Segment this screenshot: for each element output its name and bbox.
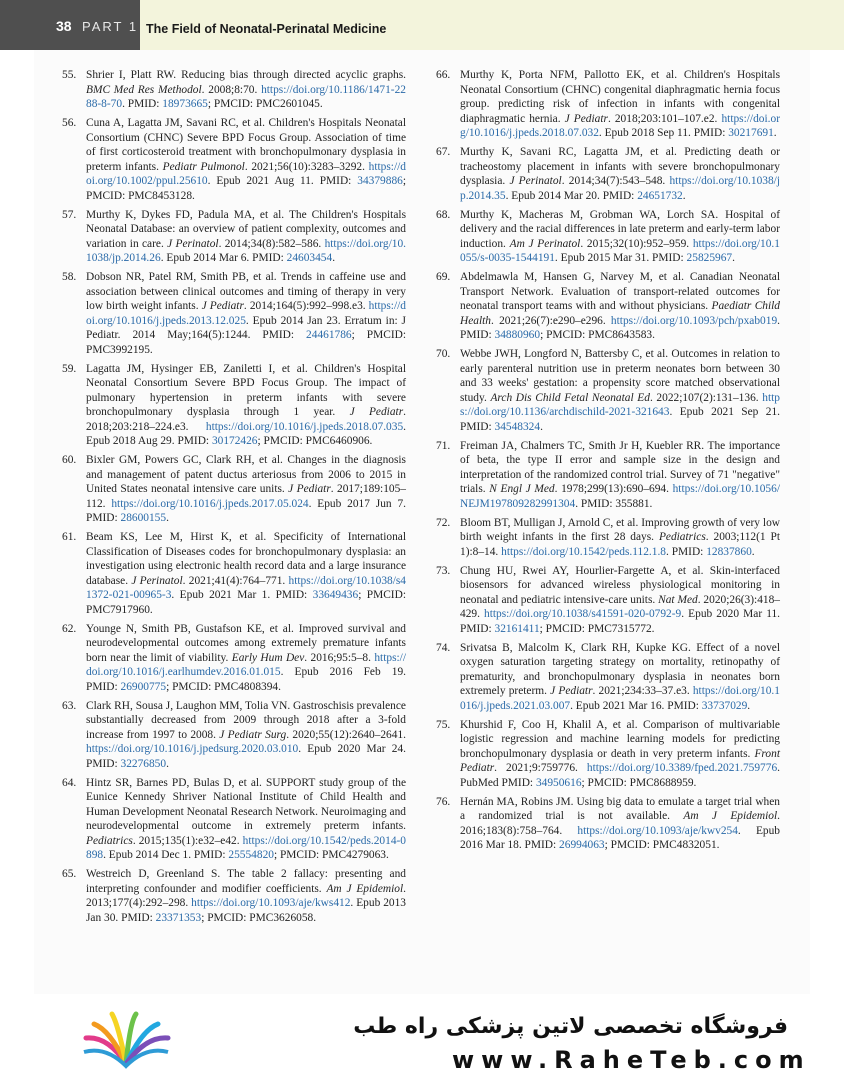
reference-text: ; PMCID: PMC4808394. — [166, 680, 281, 693]
reference-number: 69. — [436, 271, 451, 283]
reference-text: . 2021;56(10):3283–3292. — [244, 160, 369, 173]
reference-text: Khurshid F, Coo H, Khalil A, et al. Comparison of multivariable logistic regression and machine learning models for predicting bronchopulmonary dysplasia or death in very preterm infants. — [460, 718, 780, 760]
reference-link[interactable]: 24461786 — [306, 329, 352, 341]
reference-text: . Epub 2014 Mar 6. PMID: — [160, 252, 287, 264]
reference-link[interactable]: https://doi.org/10.1136/archdischild-2021-321643 — [460, 391, 780, 418]
references-right-column — [436, 68, 780, 857]
reference-text: Shrier I, Platt RW. Reducing bias through directed acyclic graphs. — [86, 69, 406, 81]
reference-link[interactable]: 26900775 — [120, 680, 167, 693]
reference-text: ; PMCID: PMC4279063. — [273, 849, 389, 861]
reference-link[interactable]: https://doi.org/10.1038/jp.2014.26 — [86, 237, 406, 264]
reference-link[interactable]: 25825967 — [686, 252, 733, 264]
reference-text: . Epub 2021 Aug 11. PMID: — [207, 175, 358, 187]
reference-text: ; PMCID: PMC8643583. — [540, 329, 655, 341]
reference-link[interactable]: 28600155 — [120, 512, 167, 524]
journal-name: Am J Epidemiol — [326, 882, 404, 895]
reference-text: . 2020;26(3):418–429. — [460, 593, 780, 620]
reference-text: Freiman JA, Chalmers TC, Smith Jr H, Kuebler RR. The importance of beta, the type II error and sample size in the design and interpretation of the randomized control trial. Survey of 71 "negative" trials. — [460, 439, 780, 495]
reference-text: . PMID: — [122, 98, 163, 110]
reference-number: 61. — [62, 531, 77, 543]
reference-item — [436, 270, 780, 343]
reference-text: Srivatsa B, Malcolm K, Clark RH, Kupke KG. Effect of a novel oxygen saturation targeting strategy on mortality, retinopathy of prematurity, and bronchopulmonary dysplasia in neonates born extremely preterm. — [460, 641, 780, 697]
reference-link[interactable]: https://doi.org/10.1016/j.jpeds.2017.05.024 — [111, 497, 309, 510]
reference-link[interactable]: 34379886 — [357, 175, 403, 187]
book-logo-icon — [78, 1008, 174, 1072]
reference-link[interactable]: 34880960 — [494, 329, 541, 341]
brand-name-persian: فروشگاه تخصصی لاتین پزشکی راه طب — [353, 1014, 788, 1039]
reference-link[interactable]: https://doi.org/10.1016/j.jpeds.2018.07.032 — [460, 112, 780, 139]
reference-link[interactable]: 30172426 — [211, 435, 258, 447]
brand-url[interactable]: www.RaheTeb.com — [452, 1046, 811, 1074]
journal-name: J Pediatr — [201, 300, 244, 312]
reference-text: . 2016;95:5–8. — [304, 651, 375, 664]
reference-text: . 2021;26(7):e290–e296. — [491, 314, 611, 327]
reference-text: . — [747, 699, 751, 712]
reference-text: Murthy K, Dykes FD, Padula MA, et al. The Children's Hospitals Neonatal Database: an overview of patient complexity, outcomes and variation in care. — [86, 208, 406, 250]
reference-link[interactable]: https://doi.org/10.1016/j.jpeds.2018.07.035 — [205, 420, 404, 433]
journal-name: Early Hum Dev — [231, 651, 305, 664]
reference-number: 73. — [436, 564, 451, 577]
reference-link[interactable]: 34950616 — [535, 776, 582, 789]
reference-text: . 2018;203:101–107.e2. — [607, 112, 722, 125]
reference-link[interactable]: https://doi.org/10.1038/s41372-021-00965-3 — [86, 574, 407, 601]
reference-number: 74. — [436, 641, 451, 654]
reference-text: . 2013;177(4):292–298. — [86, 882, 406, 909]
reference-item — [62, 699, 406, 772]
journal-name: N Engl J Med — [489, 483, 555, 495]
reference-number: 63. — [62, 699, 77, 712]
reference-text: . 2018;203:218–224.e3. — [86, 406, 406, 433]
reference-text: Bloom BT, Mulligan J, Arnold C, et al. Improving growth of very low birth weight infants in the first 28 days. — [460, 516, 780, 543]
reference-link[interactable]: 23371353 — [155, 911, 202, 924]
reference-text: Webbe JWH, Longford N, Battersby C, et al. Outcomes in relation to early parenteral nutrition use in preterm neonates born between 30 and 33 weeks' gestation: a propensity score matched observational study. — [460, 348, 780, 404]
reference-text: . 2021;41(4):764–771. — [182, 574, 289, 587]
reference-item — [436, 68, 780, 141]
reference-item — [436, 347, 780, 434]
reference-link[interactable]: https://doi.org/10.1002/ppul.25610 — [86, 160, 406, 187]
reference-text: . Epub 2021 Mar 16. PMID: — [570, 699, 702, 712]
chapter-title: The Field of Neonatal-Perinatal Medicine — [146, 22, 387, 36]
journal-name: J Pediatr — [550, 685, 593, 697]
reference-number: 67. — [436, 146, 451, 158]
journal-name: BMC Med Res Methodol — [86, 83, 202, 96]
reference-link[interactable]: 32161411 — [494, 622, 540, 635]
part-tab — [0, 0, 140, 50]
reference-item — [62, 270, 406, 357]
reference-link[interactable]: https://doi.org/10.1542/peds.112.1.8 — [501, 545, 666, 558]
reference-number: 66. — [436, 69, 451, 81]
reference-item — [62, 776, 406, 863]
reference-text: . 2014;34(8):582–586. — [218, 237, 325, 250]
reference-link[interactable]: https://doi.org/10.1055/s-0035-1544191 — [460, 237, 780, 264]
reference-text: . Epub 2015 Mar 31. PMID: — [554, 252, 687, 264]
reference-text: . 2022;107(2):131–136. — [649, 391, 763, 404]
reference-text: ; PMCID: PMC3992195. — [86, 329, 406, 356]
reference-number: 76. — [436, 795, 451, 808]
reference-text: . Epub 2014 Jan 23. Erratum in: J Pediatr. 2014 May;164(5):1244. PMID: — [86, 314, 406, 341]
reference-number: 64. — [62, 776, 77, 789]
reference-text: . 2017;189:105–112. — [86, 483, 406, 510]
reference-item — [436, 208, 780, 266]
running-header — [0, 0, 844, 50]
reference-text: Abdelmawla M, Hansen G, Narvey M, et al. Canadian Neonatal Transport Network. Evaluation of transport-related outcomes for neonatal transport teams with and without physicians. — [460, 271, 780, 312]
journal-name: Arch Dis Child Fetal Neonatal Ed — [490, 391, 650, 404]
reference-text: . Epub 2020 Mar 24. PMID: — [86, 743, 406, 770]
reference-item — [436, 145, 780, 203]
reference-link[interactable]: https://doi.org/10.1093/pch/pxab019 — [610, 314, 778, 327]
reference-number: 58. — [62, 271, 77, 283]
reference-number: 55. — [62, 69, 77, 81]
reference-number: 60. — [62, 454, 77, 466]
reference-text: Beam KS, Lee M, Hirst K, et al. Specificity of International Classification of Diseases codes for bronchopulmonary dysplasia: an investigation using electronic health record data and a large insurance database. — [86, 531, 406, 587]
reference-item — [436, 718, 780, 791]
reference-link[interactable]: 32276850 — [120, 757, 167, 770]
reference-text: . PMID: — [460, 314, 780, 341]
reference-link[interactable]: 34548324 — [494, 420, 541, 433]
reference-text: . PMID: 355881. — [575, 497, 653, 510]
reference-item — [436, 795, 780, 853]
reference-item — [436, 516, 780, 560]
reference-text: Murthy K, Macheras M, Grobman WA, Lorch SA. Hospital of delivery and the racial differences in late preterm and early-term labor induction. — [460, 208, 780, 250]
reference-text: . Epub 2018 Aug 29. PMID: — [86, 420, 406, 447]
reference-link[interactable]: https://doi.org/10.1016/j.earlhumdev.2016.01.015 — [86, 651, 406, 678]
reference-number: 59. — [62, 362, 77, 375]
reference-item — [62, 622, 406, 695]
reference-text: ; PMCID: PMC4832051. — [604, 839, 720, 851]
journal-name: Nat Med — [658, 593, 698, 606]
reference-item — [62, 116, 406, 203]
reference-text: . — [732, 252, 735, 264]
reference-item — [62, 68, 406, 112]
journal-name: J Pediatr — [288, 483, 331, 495]
reference-text: ; PMCID: PMC6460906. — [257, 435, 373, 447]
reference-number: 75. — [436, 718, 451, 731]
journal-name: J Perinatol — [131, 574, 183, 587]
reference-text: Hintz SR, Barnes PD, Bulas D, et al. SUPPORT study group of the Eunice Kennedy Shriver National Institute of Child Health and Human Development Neonatal Research Network. Neuroimaging and neurodevelopmental outcome in extremely preterm infants. — [86, 776, 406, 832]
reference-text: . 2008;8:70. — [201, 83, 262, 96]
reference-text: . 2016;183(8):758–764. — [460, 810, 780, 837]
reference-text: . Epub 2016 Feb 19. PMID: — [86, 666, 406, 693]
journal-name: Pediatrics — [86, 834, 133, 847]
reference-text: . 2015;135(1):e32–e42. — [132, 834, 243, 847]
journal-name: J Pediatr Surg — [219, 728, 287, 741]
journal-name: Pediatr Pulmonol — [162, 160, 245, 173]
reference-link[interactable]: 33737029 — [701, 699, 748, 712]
reference-text: . 2020;55(12):2640–2641. — [286, 728, 406, 741]
reference-text: . — [166, 512, 169, 524]
reference-text: Lagatta JM, Hysinger EB, Zaniletti I, et al. Children's Hospital Neonatal Consortium Severe BPD Focus Group. The impact of pulmonary hypertension in preterm infants with severe bronchopulmonary dysplasia through 1 year. — [86, 362, 406, 418]
reference-text: . Epub 2021 Sep 21. PMID: — [460, 406, 780, 433]
reference-text: ; PMCID: PMC8453128. — [86, 175, 406, 202]
reference-item — [62, 362, 406, 449]
reference-item — [62, 530, 406, 617]
reference-text: . Epub 2020 Mar 11. PMID: — [460, 608, 781, 635]
reference-text: . Epub 2017 Jun 7. PMID: — [86, 497, 406, 524]
reference-text: . 2014;34(7):543–548. — [561, 175, 670, 187]
reference-text: . 2003;112(1 Pt 1):8–14. — [460, 531, 781, 558]
page-number: 38 — [56, 18, 72, 34]
reference-text: Younge N, Smith PB, Gustafson KE, et al. Improved survival and neurodevelopmental outcomes among extremely premature infants born near the limit of viability. — [86, 622, 406, 664]
reference-text: . 2021;234:33–37.e3. — [592, 685, 693, 697]
reference-text: . — [332, 252, 336, 264]
reference-text: Westreich D, Greenland S. The table 2 fallacy: presenting and interpreting confounder and modifier coefficients. — [86, 868, 406, 895]
journal-name: J Perinatol — [167, 237, 219, 250]
reference-item — [436, 564, 780, 637]
reference-link[interactable]: https://doi.org/10.1186/1471-2288-8-70 — [86, 83, 406, 110]
reference-link[interactable]: 26994063 — [559, 839, 605, 851]
reference-text: Bixler GM, Powers GC, Clark RH, et al. Changes in the diagnosis and management of patent ductus arteriosus from 2006 to 2015 in United States neonatal intensive care units. — [86, 454, 406, 495]
references-left-column — [62, 68, 406, 930]
reference-text: . PubMed PMID: — [460, 762, 780, 789]
reference-text: Murthy K, Porta NFM, Pallotto EK, et al. Children's Hospitals Neonatal Consortium (CHNC) congenital diaphragmatic hernia focus group. predicting risk of infection in infants with congenital diaphragmatic hernia. — [460, 69, 780, 125]
reference-number: 62. — [62, 622, 77, 635]
reference-text: ; PMCID: PMC3626058. — [201, 911, 317, 924]
reference-text: . — [166, 757, 169, 770]
reference-link[interactable]: https://doi.org/10.1016/j.jpeds.2021.03.007 — [460, 685, 780, 712]
reference-text: Dobson NR, Patel RM, Smith PB, et al. Trends in caffeine use and association between clinical outcomes and timing of therapy in very low birth weight infants. — [86, 271, 406, 312]
reference-text: Clark RH, Sousa J, Laughon MM, Tolia VN. Gastroschisis prevalence substantially decreased from 2009 through 2018 after a 3-fold increase from 1997 to 2008. — [86, 699, 406, 741]
reference-link[interactable]: https://doi.org/10.1056/NEJM197809282991304 — [460, 483, 780, 510]
reference-text: . — [682, 189, 686, 202]
reference-text: . 2021;9:759776. — [494, 762, 587, 774]
reference-number: 57. — [62, 208, 77, 221]
reference-text: ; PMCID: PMC8688959. — [581, 776, 697, 789]
reference-number: 71. — [436, 439, 451, 452]
reference-link[interactable]: https://doi.org/10.1016/j.jpedsurg.2020.03.010 — [86, 743, 299, 755]
journal-name: Pediatrics — [658, 531, 706, 543]
reference-text: . Epub 2013 Jan 30. PMID: — [86, 897, 406, 924]
reference-text: Cuna A, Lagatta JM, Savani RC, et al. Children's Hospitals Neonatal Consortium (CHNC) Severe BPD Focus Group. Association of time of first corticosteroid treatment with bronchopulmonary dysplasia in preterm infants. — [86, 117, 406, 173]
reference-text: ; PMCID: PMC7315772. — [539, 622, 655, 635]
journal-name: J Pediatr — [564, 112, 608, 125]
reference-text: Murthy K, Savani RC, Lagatta JM, et al. Predicting death or tracheostomy placement in infants with severe bronchopulmonary dysplasia. — [460, 146, 780, 187]
reference-item — [436, 439, 780, 512]
reference-link[interactable]: 30217691 — [728, 127, 774, 139]
reference-text: . 2015;32(10):952–959. — [580, 237, 693, 250]
reference-link[interactable]: 24651732 — [637, 189, 683, 202]
reference-item — [62, 867, 406, 925]
reference-text: Hernán MA, Robins JM. Using big data to emulate a target trial when a randomized trial is not available. — [460, 795, 780, 822]
reference-text: ; PMCID: PMC2601045. — [207, 98, 323, 110]
reference-link[interactable]: https://doi.org/10.1542/peds.2014-0898 — [86, 834, 406, 861]
reference-text: . PMID: — [666, 545, 707, 558]
journal-name: J Perinatol — [509, 175, 562, 187]
reference-link[interactable]: 24603454 — [286, 252, 333, 264]
journal-name: Am J Epidemiol — [683, 810, 778, 822]
journal-name: Paediatr Child Health — [460, 300, 781, 327]
reference-link[interactable]: https://doi.org/10.1093/aje/kwv254 — [577, 824, 738, 837]
reference-text: . 2014;164(5):992–998.e3. — [243, 300, 369, 312]
reference-text: . Epub 2014 Dec 1. PMID: — [103, 849, 229, 861]
reference-link[interactable]: https://doi.org/10.1016/j.jpeds.2013.12.025 — [86, 300, 406, 327]
reference-text: . Epub 2016 Mar 18. PMID: — [460, 824, 780, 851]
reference-item — [436, 641, 780, 714]
reference-text: Chung HU, Rwei AY, Hourlier-Fargette A, et al. Skin-interfaced biosensors for advanced wireless physiological monitoring in neonatal and pediatric intensive-care units. — [460, 564, 780, 606]
reference-text: . — [773, 127, 777, 139]
reference-number: 65. — [62, 868, 77, 880]
journal-name: J Pediatr — [349, 406, 404, 418]
reference-number: 70. — [436, 348, 451, 360]
reference-item — [62, 208, 406, 266]
part-label: PART 1 — [82, 19, 139, 34]
reference-text: ; PMCID: PMC7917960. — [86, 589, 406, 616]
reference-link[interactable]: https://doi.org/10.3389/fped.2021.759776 — [586, 762, 778, 774]
reference-item — [62, 453, 406, 526]
reference-link[interactable]: 33649436 — [312, 589, 359, 601]
reference-text: . 1978;299(13):690–694. — [554, 483, 673, 495]
reference-number: 72. — [436, 516, 451, 529]
reference-text: . — [751, 545, 755, 558]
reference-link[interactable]: 12837860 — [706, 545, 752, 558]
reference-link[interactable]: 25554820 — [228, 849, 274, 861]
journal-name: Am J Perinatol — [509, 237, 581, 250]
reference-text: . Epub 2014 Mar 20. PMID: — [505, 189, 638, 202]
reference-text: . Epub 2018 Sep 11. PMID: — [598, 127, 729, 139]
reference-text: . Epub 2021 Mar 1. PMID: — [171, 589, 313, 601]
reference-link[interactable]: https://doi.org/10.1093/aje/kws412 — [191, 897, 351, 909]
reference-number: 68. — [436, 208, 451, 221]
reference-text: . — [540, 420, 543, 433]
journal-name: Front Pediatr — [460, 747, 780, 774]
reference-link[interactable]: https://doi.org/10.1038/jp.2014.35 — [460, 175, 780, 202]
reference-link[interactable]: https://doi.org/10.1038/s41591-020-0792-9 — [484, 608, 682, 620]
reference-number: 56. — [62, 117, 77, 129]
reference-link[interactable]: 18973665 — [162, 98, 208, 110]
